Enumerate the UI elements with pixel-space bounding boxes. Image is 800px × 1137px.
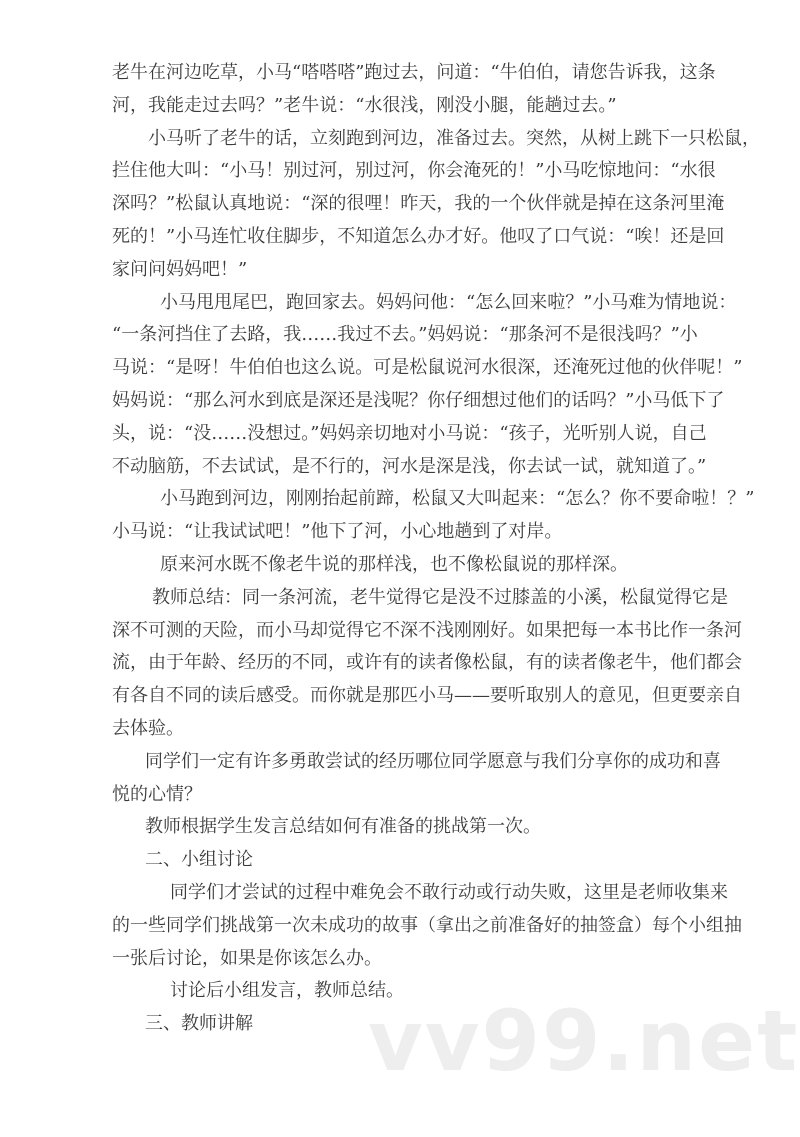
- text-line: 同学们一定有许多勇敢尝试的经历哪位同学愿意与我们分享你的成功和喜: [145, 750, 721, 772]
- paragraph-teacher-note: [112, 811, 692, 844]
- paragraph-share-question: [112, 746, 721, 812]
- text-line: 拦住他大叫：“小马！别过河，别过河，你会淹死的！”小马吃惊地问：“水很: [112, 160, 716, 182]
- text-line: 小马跑到河边，刚刚抬起前蹄，松鼠又大叫起来：“怎么？你不要命啦！？”: [160, 488, 755, 510]
- watermark: vv99.net: [368, 992, 800, 1090]
- text-line: 小马听了老牛的话，立刻跑到河边，准备过去。突然，从树上跳下一只松鼠，: [148, 127, 760, 149]
- text-line: 小马说：“让我试试吧！”他下了河，小心地趟到了对岸。: [112, 521, 563, 543]
- paragraph-crossing: [112, 483, 755, 549]
- text-line: 不动脑筋，不去试试，是不行的，河水是深是浅，你去试一试，就知道了。”: [112, 455, 707, 477]
- paragraph-conclusion: [112, 549, 692, 582]
- text-line: 原来河水既不像老牛说的那样浅，也不像松鼠说的那样深。: [160, 553, 628, 575]
- text-line: 有各自不同的读后感受。而你就是那匹小马——要听取别人的意见，但更要亲自: [112, 685, 742, 707]
- text-line: 死的！”小马连忙收住脚步，不知道怎么办才好。他叹了口气说：“唉！还是回: [112, 225, 725, 247]
- text-line: 妈妈说：“那么河水到底是深还是浅呢？你仔细想过他们的话吗？”小马低下了: [112, 389, 725, 411]
- paragraph-old-ox: [112, 57, 716, 123]
- text-line: 深吗？”松鼠认真地说：“深的很哩！昨天，我的一个伙伴就是掉在这条河里淹: [112, 193, 725, 215]
- section-heading-group-discussion: [112, 844, 692, 877]
- text-line: 悦的心情？: [112, 783, 202, 805]
- text-line: 马说：“是呀！牛伯伯也这么说。可是松鼠说河水很深，还淹死过他的伙伴呢！”: [112, 357, 743, 379]
- text-line: 教师总结：同一条河流，老牛觉得它是没不过膝盖的小溪，松鼠觉得它是: [152, 586, 728, 608]
- text-line: “一条河挡住了去路，我……我过不去。”妈妈说：“那条河不是很浅吗？”小: [112, 324, 698, 346]
- text-line: 深不可测的天险，而小马却觉得它不深不浅刚刚好。如果把每一本书比作一条河: [112, 619, 742, 641]
- text-line: 河，我能走过去吗？”老牛说：“水很浅，刚没小腿，能趟过去。”: [112, 94, 617, 116]
- document-page: [112, 57, 760, 1041]
- paragraph-squirrel: [112, 123, 760, 287]
- text-line: 去体验。: [112, 717, 184, 739]
- text-line: 小马甩甩尾巴，跑回家去。妈妈问他：“怎么回来啦？”小马难为情地说：: [160, 291, 737, 313]
- text-line: 一张后讨论，如果是你该怎么办。: [112, 947, 382, 969]
- heading-text: 三、教师讲解: [145, 1013, 253, 1035]
- text-line: 教师根据学生发言总结如何有准备的挑战第一次。: [145, 816, 541, 838]
- paragraph-teacher-summary: [112, 582, 742, 746]
- text-line: 老牛在河边吃草，小马“嗒嗒嗒”跑过去，问道：“牛伯伯，请您告诉我，这条: [112, 62, 716, 83]
- text-line: 讨论后小组发言，教师总结。: [170, 980, 404, 1002]
- text-line: 流，由于年龄、经历的不同，或许有的读者像松鼠，有的读者像老牛，他们都会: [112, 652, 742, 674]
- text-line: 家问问妈妈吧！”: [112, 258, 248, 280]
- text-line: 头，说：“没……没想过。”妈妈亲切地对小马说：“孩子，光听别人说，自己: [112, 422, 707, 444]
- text-line: 的一些同学们挑战第一次未成功的故事（拿出之前准备好的抽签盒）每个小组抽: [112, 914, 742, 936]
- text-line: 同学们才尝试的过程中难免会不敢行动或行动失败，这里是老师收集来: [170, 881, 728, 903]
- heading-text: 二、小组讨论: [145, 849, 253, 871]
- paragraph-group-discussion: [112, 877, 742, 975]
- paragraph-mother: [112, 287, 743, 484]
